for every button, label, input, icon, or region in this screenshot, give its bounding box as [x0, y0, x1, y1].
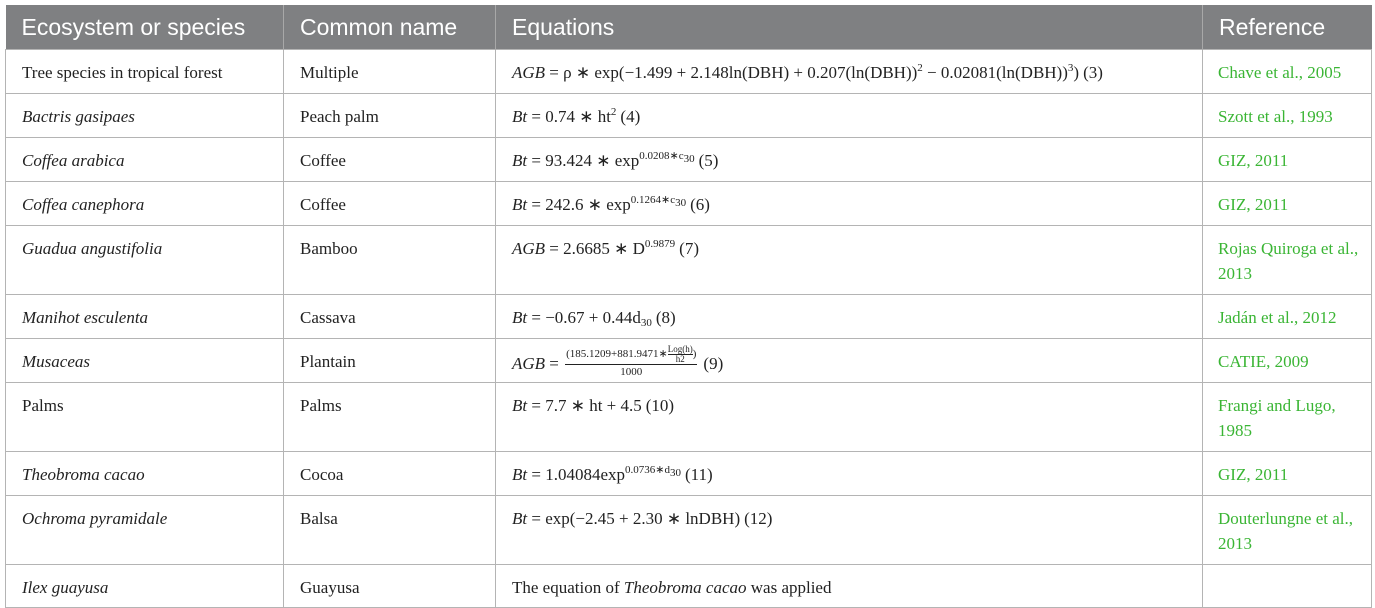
common-name-cell: Balsa: [284, 496, 496, 565]
equation-cell: [496, 50, 1203, 94]
table-row: [6, 565, 1372, 608]
reference-cell: [1203, 565, 1372, 608]
table-row: [6, 383, 1372, 452]
table-row: [6, 94, 1372, 138]
table-row: [6, 295, 1372, 339]
reference-link[interactable]: GIZ, 2011: [1203, 182, 1372, 226]
equation-cell: [496, 383, 1203, 452]
common-name-cell: Cassava: [284, 295, 496, 339]
header-reference: Reference: [1203, 5, 1372, 50]
table-row: [6, 50, 1372, 94]
species-cell: Ilex guayusa: [6, 565, 284, 608]
table-row: [6, 182, 1372, 226]
equation: Bt = 0.74 ∗ $ht^2$: [512, 106, 617, 126]
header-common-name: Common name: [284, 5, 496, 50]
table-row: [6, 496, 1372, 565]
header-row: [6, 5, 1372, 50]
species-cell: Coffea canephora: [6, 182, 284, 226]
equation-number: (6): [690, 195, 710, 214]
equation-cell: [496, 182, 1203, 226]
common-name-cell: Plantain: [284, 339, 496, 383]
equation: AGB = 2.6685 ∗ $D^{0.9879}$: [512, 238, 676, 258]
table-row: [6, 339, 1372, 383]
reference-link[interactable]: GIZ, 2011: [1203, 138, 1372, 182]
species-cell: Coffea arabica: [6, 138, 284, 182]
reference-link[interactable]: Szott et al., 1993: [1203, 94, 1372, 138]
equation-number: (10): [645, 396, 675, 415]
species-cell: Ochroma pyramidale: [6, 496, 284, 565]
common-name-cell: Cocoa: [284, 452, 496, 496]
equation: AGB = (185.1209+881.9471∗ Log(h) h2 ) 1000: [512, 344, 697, 378]
equations-table: [5, 5, 1372, 608]
equation: Bt = 7.7 ∗ ht + 4.5: [512, 396, 642, 415]
common-name-cell: Guayusa: [284, 565, 496, 608]
species-cell: Manihot esculenta: [6, 295, 284, 339]
table-row: [6, 138, 1372, 182]
reference-link[interactable]: Douterlungne et al., 2013: [1203, 496, 1372, 565]
equation-number: (8): [655, 308, 676, 327]
equation: Bt = 242.6 ∗ $\exp^{0.1264∗c_{30}}$: [512, 194, 687, 214]
equation-cell: [496, 94, 1203, 138]
equation-cell: [496, 138, 1203, 182]
equation-cell: [496, 565, 1203, 608]
common-name-cell: Palms: [284, 383, 496, 452]
reference-link[interactable]: Rojas Quiroga et al., 2013: [1203, 226, 1372, 295]
reference-link[interactable]: Frangi and Lugo, 1985: [1203, 383, 1372, 452]
reference-link[interactable]: Chave et al., 2005: [1203, 50, 1372, 94]
equation-number: (7): [679, 239, 699, 258]
species-cell: Tree species in tropical forest: [6, 50, 284, 94]
equation-cell: [496, 339, 1203, 383]
equation-number: (5): [698, 151, 719, 170]
species-cell: Guadua angustifolia: [6, 226, 284, 295]
species-cell: Palms: [6, 383, 284, 452]
equation-number: (12): [744, 509, 773, 528]
common-name-cell: Coffee: [284, 182, 496, 226]
equation-cell: [496, 226, 1203, 295]
equation-number: (4): [620, 107, 641, 126]
equation: AGB = ρ ∗ $\exp(-1.499 + 2.148\ln(DBH) + 0.207(\ln(DBH))^2 - 0.02081(\ln(DBH))^3)$: [512, 62, 1080, 82]
equation-number: (9): [703, 354, 724, 374]
common-name-cell: Coffee: [284, 138, 496, 182]
equation-cell: [496, 295, 1203, 339]
equation: $Bt = 1.04084\exp^{0.0736∗d_{30}}$: [512, 464, 681, 484]
species-cell: Bactris gasipaes: [6, 94, 284, 138]
equation-number: (11): [684, 465, 713, 484]
equation: Bt = 93.424 ∗ $\exp^{0.0208∗c_{30}}$: [512, 150, 695, 170]
equation-cell: [496, 496, 1203, 565]
common-name-cell: Peach palm: [284, 94, 496, 138]
table-row: [6, 226, 1372, 295]
species-cell: Theobroma cacao: [6, 452, 284, 496]
header-equations: Equations: [496, 5, 1203, 50]
fraction: (185.1209+881.9471∗ Log(h) h2 ) 1000: [566, 344, 697, 378]
common-name-cell: Bamboo: [284, 226, 496, 295]
reference-link[interactable]: Jadán et al., 2012: [1203, 295, 1372, 339]
common-name-cell: Multiple: [284, 50, 496, 94]
reference-link[interactable]: GIZ, 2011: [1203, 452, 1372, 496]
species-cell: Musaceas: [6, 339, 284, 383]
equation: $Bt = -0.67 + 0.44d_{30}$: [512, 308, 652, 329]
equation-cell: [496, 452, 1203, 496]
equation: Bt = exp(−2.45 + 2.30 ∗ lnDBH): [512, 509, 741, 528]
equation-note: The equation of Theobroma cacao was applied: [512, 578, 832, 597]
header-ecosystem: Ecosystem or species: [6, 5, 284, 50]
table-row: [6, 452, 1372, 496]
equation-number: (3): [1083, 63, 1103, 82]
reference-link[interactable]: CATIE, 2009: [1203, 339, 1372, 383]
